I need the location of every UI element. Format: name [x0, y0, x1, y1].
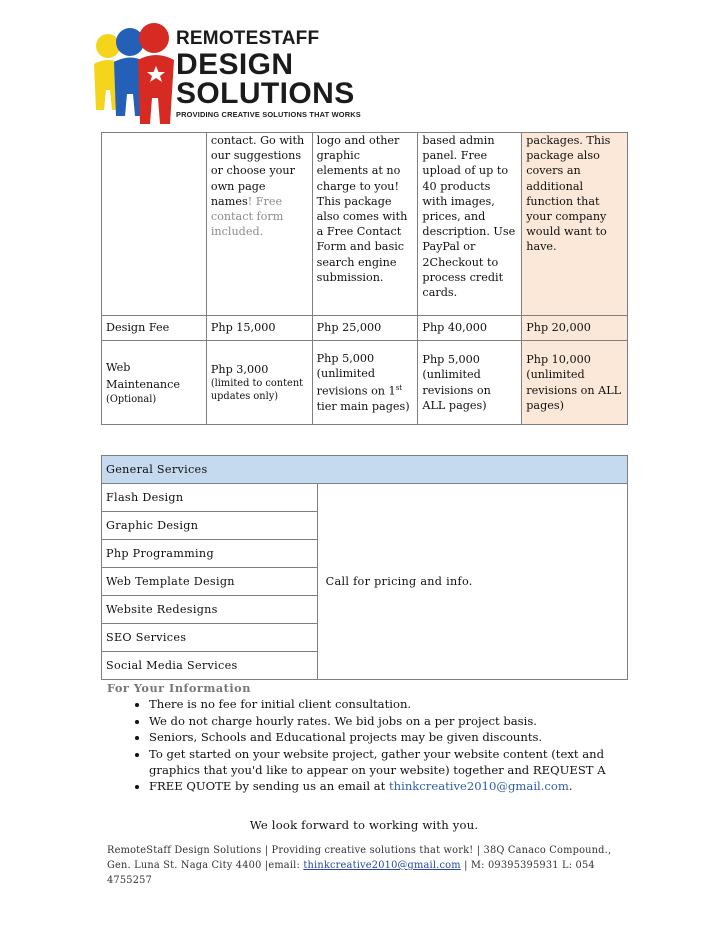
label-line: Web: [106, 361, 131, 374]
footer-text: RemoteStaff Design Solutions | Providing creative solutions that work! | 38Q Canaco Compound., Gen. Luna St. Naga City 4400 |email:: [107, 845, 612, 871]
brand-line-3: SOLUTIONS: [176, 77, 355, 110]
table-row: [102, 341, 628, 425]
email-link[interactable]: thinkcreative2010@gmail.com: [388, 779, 569, 794]
row-label: Design Fee: [102, 316, 207, 341]
brand-block: [176, 28, 361, 120]
table-cell: based admin panel. Free upload of up to 40 products with images, prices, and description. Use PayPal or 2Checkout to process credit cards.: [418, 133, 522, 316]
cell-text: Php 5,000 (unlimited revisions on 1: [316, 351, 396, 398]
list-item: • There is no fee for initial client consultation.: [149, 696, 647, 712]
closing-line: We look forward to working with you.: [249, 818, 479, 832]
table-cell: Php 5,000 (unlimited revisions on ALL pages): [418, 341, 522, 425]
service-item: SEO Services: [102, 624, 318, 652]
cell-text: ! Free contact form included.: [210, 194, 284, 239]
brand-tagline: PROVIDING CREATIVE SOLUTIONS THAT WORKS: [176, 110, 361, 119]
superscript: st: [395, 384, 403, 393]
red-figure-icon: [138, 23, 174, 124]
cell-text: tier main pages): [316, 400, 410, 414]
table-cell: [102, 133, 207, 316]
list-item: • Seniors, Schools and Educational projects may be given discounts.: [149, 729, 647, 745]
footer-email-link[interactable]: thinkcreative2010@gmail.com: [303, 860, 461, 871]
package-table: [101, 132, 628, 425]
service-item: Graphic Design: [102, 512, 318, 540]
service-item: Php Programming: [102, 540, 318, 568]
info-heading: For Your Information: [107, 681, 251, 695]
label-line: Maintenance: [106, 378, 180, 391]
general-services-table: [101, 455, 628, 680]
service-item: Website Redesigns: [102, 596, 318, 624]
brand-line-1: REMOTESTAFF: [176, 28, 320, 49]
service-item: Flash Design: [102, 484, 318, 512]
cell-text: (limited to content updates only): [210, 378, 304, 403]
table-cell: Php 25,000: [312, 316, 418, 341]
label-line: (Optional): [106, 394, 157, 405]
footer: [107, 843, 637, 888]
table-row: [102, 133, 628, 316]
service-item: Social Media Services: [102, 652, 318, 680]
list-item-text: .: [568, 779, 573, 794]
table-cell: [312, 341, 418, 425]
table-cell: [206, 341, 312, 425]
list-item: • To get started on your website project, gather your website content (text and graphics that you'd like to appear on your website) together and REQUEST A: [149, 746, 647, 779]
table-cell: logo and other graphic elements at no charge to you! This package also comes with a Free Contact Form and basic search engine submission.: [312, 133, 418, 316]
table-cell: [206, 133, 312, 316]
info-list: [107, 696, 647, 794]
service-item: Web Template Design: [102, 568, 318, 596]
table-cell: Php 40,000: [418, 316, 522, 341]
table-cell: Php 10,000 (unlimited revisions on ALL pages): [522, 341, 628, 425]
row-label: [102, 341, 207, 425]
cell-text: contact. Go with our suggestions or choose your own page names: [210, 134, 305, 208]
table-cell: packages. This package also covers an additional function that your company would want to have.: [522, 133, 628, 316]
call-for-pricing: Call for pricing and info.: [317, 484, 627, 680]
table-cell: Php 20,000: [522, 316, 628, 341]
footer-text: | M: 09395395931 L: 054 4755257: [107, 860, 595, 886]
list-item: [149, 778, 647, 794]
table-row: [102, 316, 628, 341]
table-row: [102, 484, 628, 512]
section-header: General Services: [102, 456, 628, 484]
brand-line-2: DESIGN: [176, 48, 294, 81]
info-section: [107, 680, 647, 795]
table-header-row: [102, 456, 628, 484]
list-item: • We do not charge hourly rates. We bid jobs on a per project basis.: [149, 713, 647, 729]
table-cell: Php 15,000: [206, 316, 312, 341]
cell-text: Php 3,000: [210, 362, 269, 376]
list-item-text: FREE QUOTE by sending us an email at: [149, 779, 389, 794]
